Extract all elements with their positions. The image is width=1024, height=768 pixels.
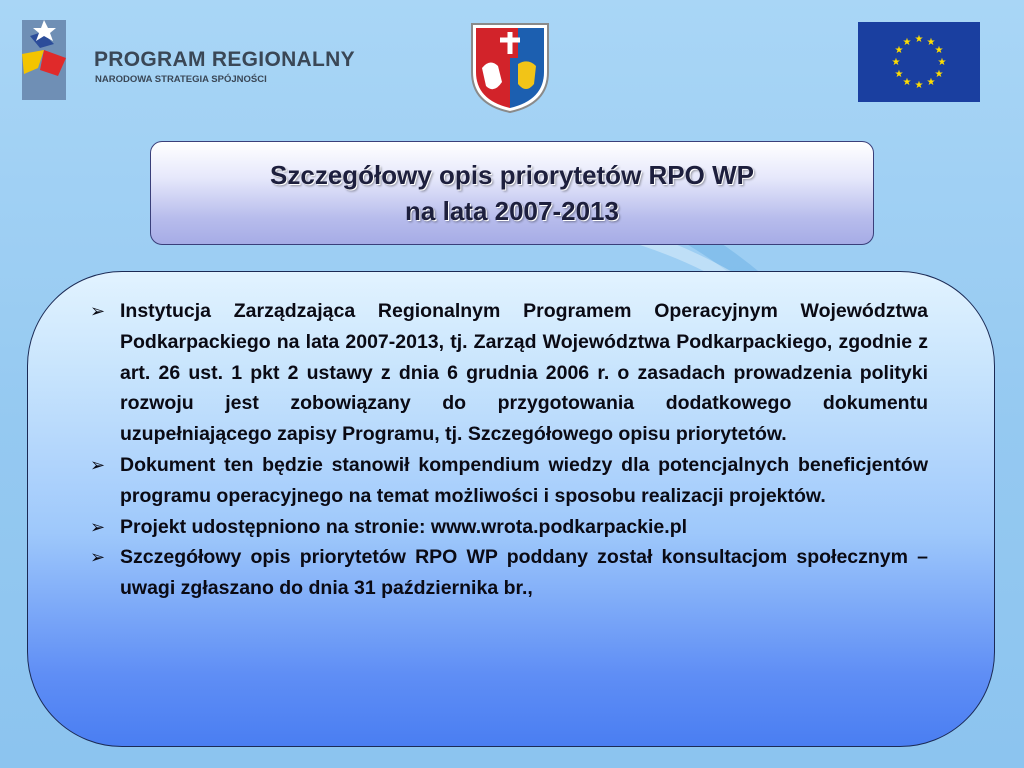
bullet-text: Szczegółowy opis priorytetów RPO WP poddany został konsultacjom społecznym – uwagi zgłaszano do dnia 31 października br., (120, 546, 928, 600)
arrow-bullet-icon: ➢ (90, 516, 106, 537)
program-title: PROGRAM REGIONALNY (94, 48, 355, 71)
slide-title-line1: Szczegółowy opis priorytetów RPO WP (270, 160, 754, 190)
svg-text:★: ★ (934, 45, 944, 56)
svg-text:★: ★ (894, 45, 904, 56)
svg-text:★: ★ (902, 77, 912, 88)
coat-of-arms-icon (468, 20, 552, 116)
svg-text:★: ★ (894, 69, 904, 80)
bullet-item (88, 542, 928, 604)
program-regionalny-logo (18, 14, 355, 104)
svg-text:★: ★ (934, 69, 944, 80)
eu-stars-icon (858, 22, 980, 102)
slide-title-line2: na lata 2007-2013 (405, 196, 619, 226)
program-subtitle: NARODOWA STRATEGIA SPÓJNOŚCI (95, 74, 267, 85)
bullet-text: Projekt udostępniono na stronie: www.wrota.podkarpackie.pl (120, 515, 688, 538)
bullet-text: Dokument ten będzie stanowił kompendium wiedzy dla potencjalnych beneficjentów programu operacyjnego na temat możliwości i sposobu realizacji projektów. (120, 453, 928, 507)
svg-text:★: ★ (914, 34, 924, 45)
svg-text:★: ★ (914, 80, 924, 91)
arrow-bullet-icon: ➢ (90, 547, 106, 568)
eu-flag (858, 22, 980, 102)
svg-text:★: ★ (902, 37, 912, 48)
bullet-item (88, 512, 928, 543)
slide-title-box (150, 141, 874, 245)
svg-text:★: ★ (891, 57, 901, 68)
bullet-item (88, 450, 928, 512)
svg-text:★: ★ (937, 57, 947, 68)
arrow-bullet-icon: ➢ (90, 454, 106, 475)
bullet-list (88, 296, 928, 604)
svg-text:★: ★ (926, 77, 936, 88)
program-logo-icon (18, 14, 88, 104)
arrow-bullet-icon: ➢ (90, 301, 106, 321)
svg-text:★: ★ (926, 37, 936, 48)
bullet-text: Instytucja Zarządzająca Regionalnym Programem Operacyjnym Województwa Podkarpackiego na lata 2007-2013, tj. Zarząd Województwa Podkarpackiego, zgodnie z art. 26 ust. 1 pkt 2 ustawy z dnia 6 grudnia 2006 r. o zasadach prowadzenia polityki rozwoju jest zobowiązany do przygotowania dodatkowego dokumentu uzupełniającego zapisy Programu, tj. Szczegółowego opisu priorytetów. (120, 300, 928, 446)
bullet-item (88, 296, 928, 450)
